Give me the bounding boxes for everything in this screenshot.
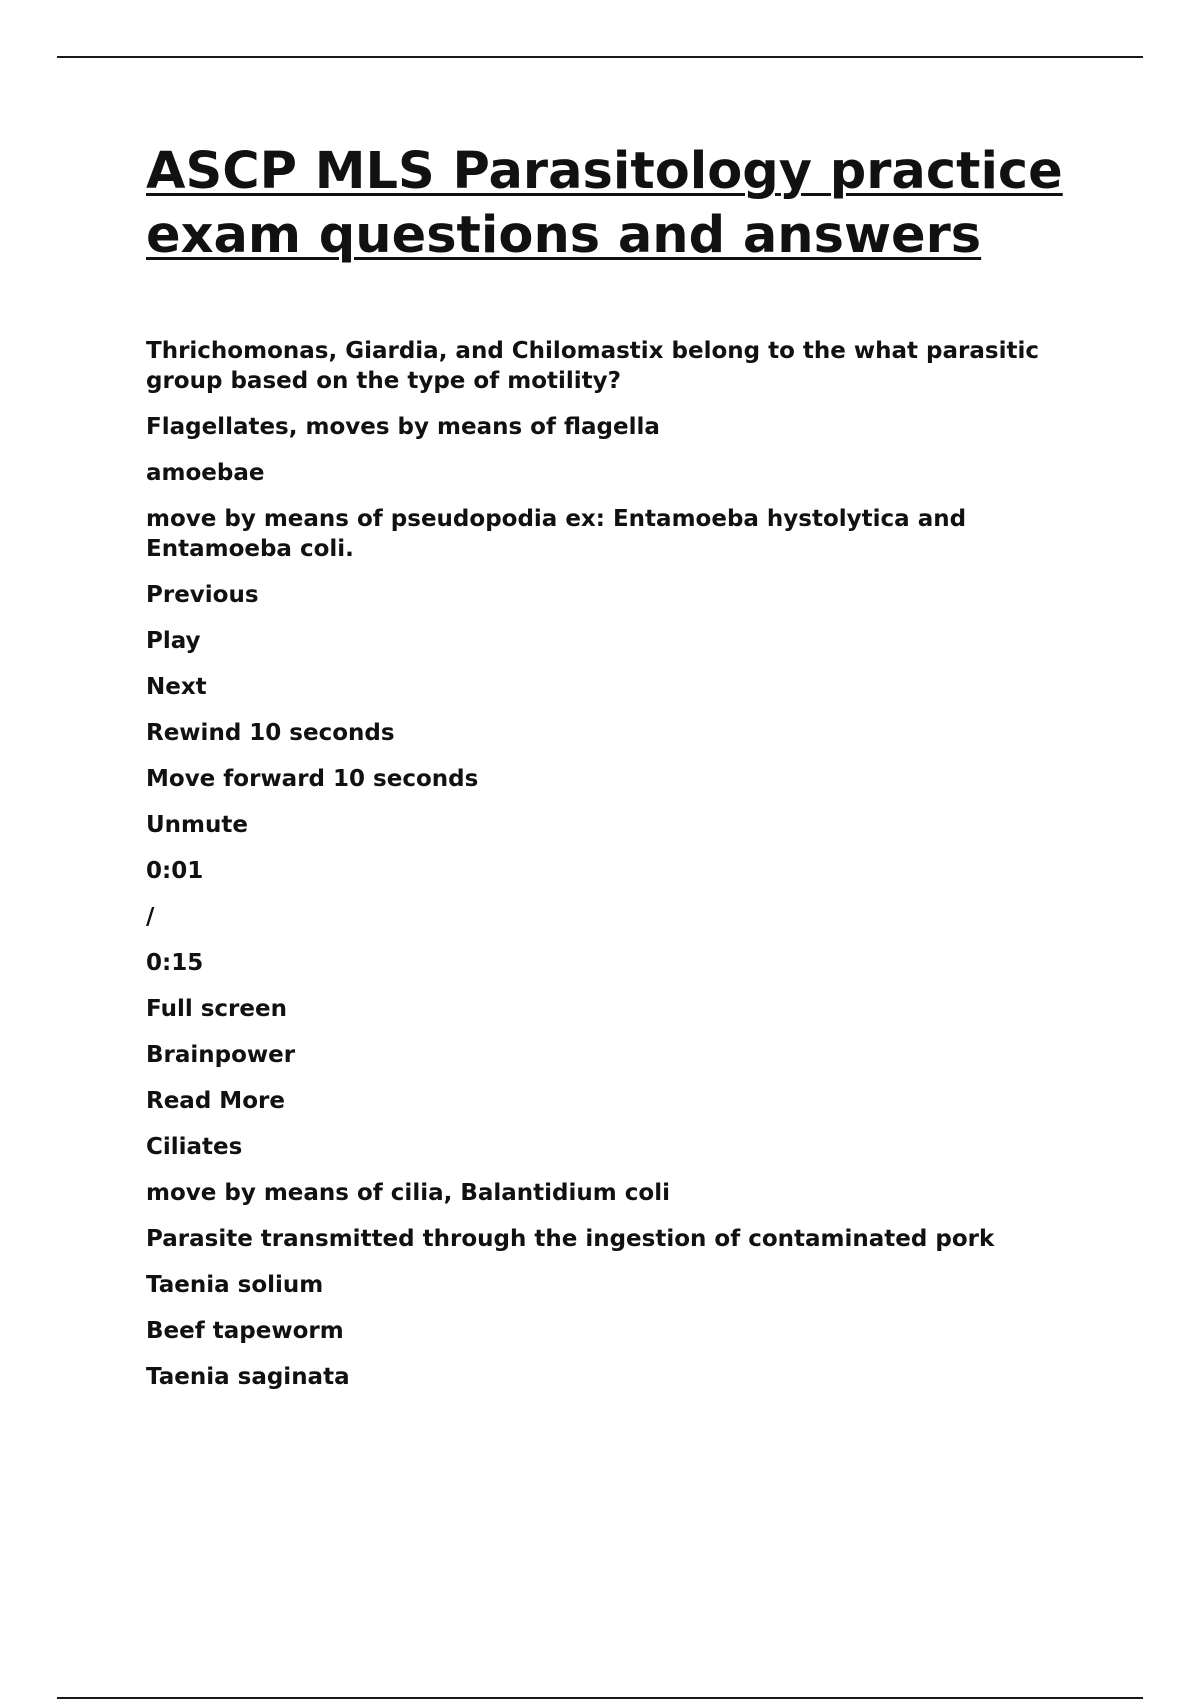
qa-list [146,336,1096,1392]
question-pork-parasite: Parasite transmitted through the ingestion of contaminated pork [146,1226,995,1252]
unmute-text: Unmute [146,812,248,838]
answer-taenia-solium: Taenia solium [146,1272,324,1298]
answer-ciliates: move by means of cilia, Balantidium coli [146,1180,670,1206]
document-title: ASCP MLS Parasitology practice exam questions and answers [146,142,1063,265]
document-body [146,140,1096,1408]
top-rule [57,56,1143,58]
play-text: Play [146,628,201,654]
duration-text: 0:15 [146,950,204,976]
previous-text: Previous [146,582,259,608]
read-more-text: Read More [146,1088,285,1114]
question-beef-tapeworm: Beef tapeworm [146,1318,344,1344]
question-amoebae: amoebae [146,460,265,486]
bottom-rule [57,1697,1143,1699]
answer-amoebae: move by means of pseudopodia ex: Entamoeba hystolytica and Entamoeba coli. [146,506,967,562]
rewind-text: Rewind 10 seconds [146,720,395,746]
next-text: Next [146,674,207,700]
question-ciliates: Ciliates [146,1134,243,1160]
question-motility: Thrichomonas, Giardia, and Chilomastix belong to the what parasitic group based on the type of motility? [146,338,1039,394]
forward-text: Move forward 10 seconds [146,766,479,792]
full-screen-text: Full screen [146,996,287,1022]
current-time-text: 0:01 [146,858,204,884]
answer-taenia-saginata: Taenia saginata [146,1364,350,1390]
brainpower-text: Brainpower [146,1042,296,1068]
time-separator-text: / [146,904,155,930]
answer-flagellates: Flagellates, moves by means of flagella [146,414,660,440]
